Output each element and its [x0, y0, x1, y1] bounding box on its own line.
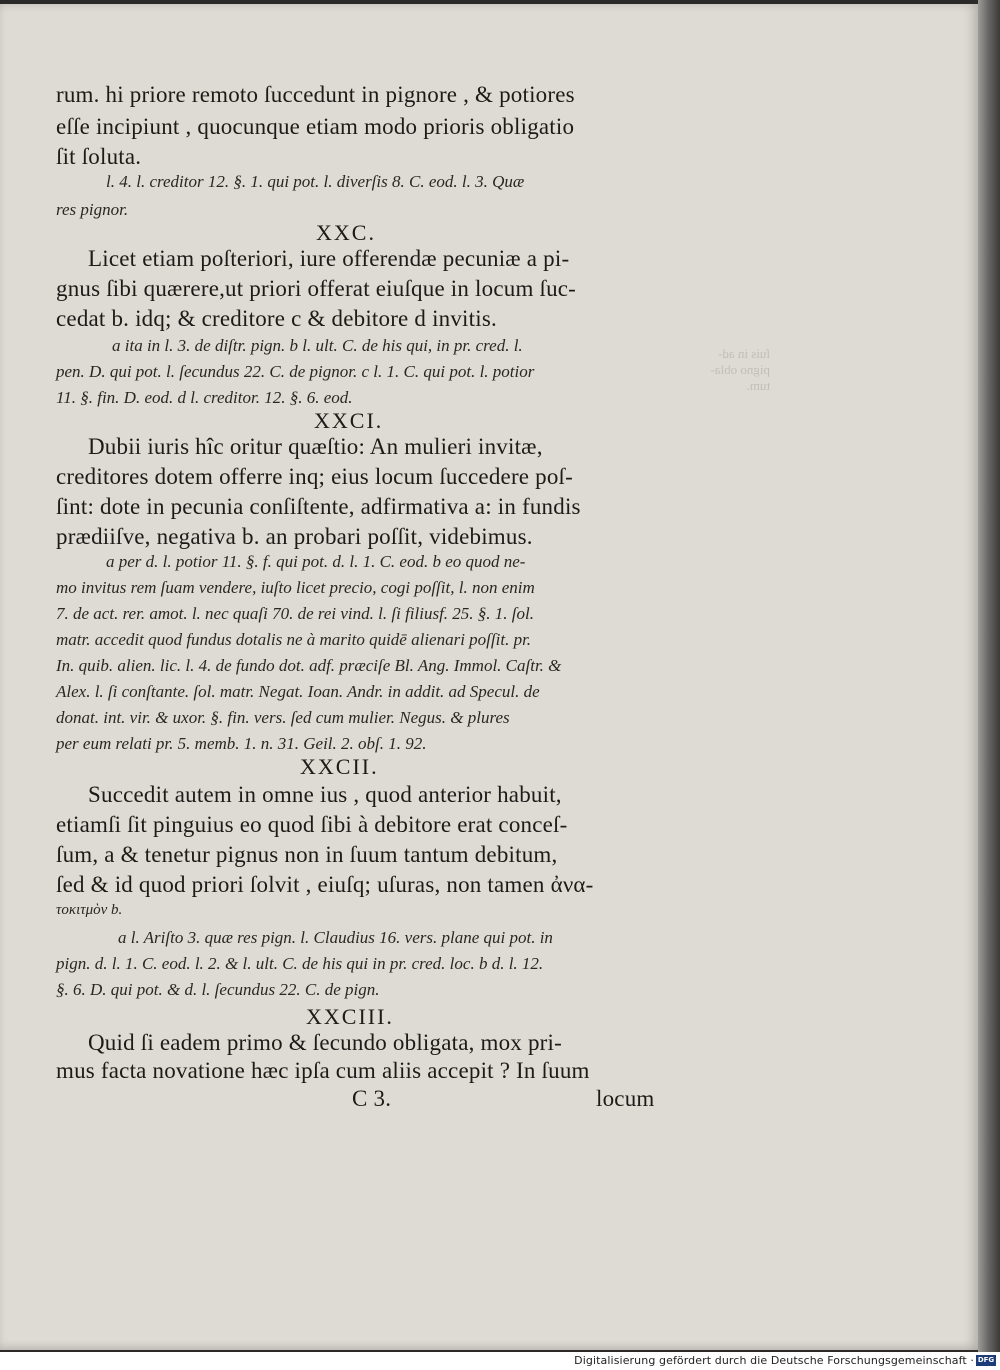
- text-line: ſum, a & tenetur pignus non in ſuum tantum debitum,: [56, 842, 558, 867]
- footnote-line: per eum relati pr. 5. memb. 1. n. 31. Geil. 2. obſ. 1. 92.: [56, 734, 427, 753]
- text-line: ſed & id quod priori ſolvit , eiuſq; uſuras, non tamen ἀνα-: [56, 872, 594, 897]
- footnote-line: mo invitus rem ſuam vendere, iuſto licet precio, cogi poſſit, l. non enim: [56, 578, 535, 597]
- signature-mark: C 3.: [352, 1086, 392, 1111]
- footnote-line: donat. int. vir. & uxor. §. fin. vers. ſed cum mulier. Negus. & plures: [56, 708, 510, 727]
- text-line: ſit ſoluta.: [56, 144, 142, 169]
- footnote-line: l. 4. l. creditor 12. §. 1. qui pot. l. diverſis 8. C. eod. l. 3. Quæ: [106, 172, 525, 191]
- greek-continuation: τοκιτμὸν b.: [56, 902, 123, 918]
- dfg-logo: DFG: [977, 1356, 995, 1364]
- section-heading: XXCII.: [300, 754, 379, 779]
- footnote-line: Alex. l. ſi conſtante. ſol. matr. Negat. Ioan. Andr. in addit. ad Specul. de: [56, 682, 540, 701]
- footnote-line: res pignor.: [56, 200, 129, 219]
- footnote-line: pign. d. l. 1. C. eod. l. 2. & l. ult. C. de his qui in pr. cred. loc. b d. l. 12.: [56, 954, 544, 973]
- catchword: locum: [596, 1086, 655, 1111]
- footnote-line: a ita in l. 3. de diſtr. pign. b l. ult. C. de his qui, in pr. cred. l.: [112, 336, 523, 355]
- text-line: Succedit autem in omne ius , quod anterior habuit,: [88, 782, 562, 807]
- footnote-line: a per d. l. potior 11. §. f. qui pot. d. l. 1. C. eod. b eo quod ne-: [106, 552, 526, 571]
- footnote-line: §. 6. D. qui pot. & d. l. ſecundus 22. C. de pign.: [56, 980, 380, 999]
- text-line: Licet etiam poſteriori, iure offerendæ pecuniæ a pi-: [88, 246, 570, 271]
- text-line: prædiiſve, negativa b. an probari poſſit, videbimus.: [56, 524, 533, 549]
- text-line: rum. hi priore remoto ſuccedunt in pignore , & potiores: [56, 82, 575, 107]
- bleed-through-margin-note: ſuis in ad- pigno obla- tum.: [710, 346, 770, 393]
- text-line: creditores dotem offerre inq; eius locum ſuccedere poſ-: [56, 464, 574, 489]
- text-line: eſſe incipiunt , quocunque etiam modo prioris obligatio: [56, 114, 575, 139]
- page-edge: [978, 0, 1000, 1352]
- text-line: cedat b. idq; & creditore c & debitore d invitis.: [56, 306, 497, 331]
- text-line: mus facta novatione hæc ipſa cum aliis accepit ? In ſuum: [56, 1058, 590, 1083]
- footnote-line: In. quib. alien. lic. l. 4. de fundo dot. adf. præciſe Bl. Ang. Immol. Caſtr. &: [56, 656, 562, 675]
- section-heading: XXCIII.: [306, 1004, 394, 1029]
- text-line: gnus ſibi quærere,ut priori offerat eiuſque in locum ſuc-: [56, 276, 577, 301]
- footnote-line: pen. D. qui pot. l. ſecundus 22. C. de pignor. c l. 1. C. qui pot. l. potior: [56, 362, 535, 381]
- footnote-line: 11. §. fin. D. eod. d l. creditor. 12. §. 6. eod.: [56, 388, 353, 407]
- text-line: Dubii iuris hîc oritur quæſtio: An mulieri invitæ,: [88, 434, 543, 459]
- book-page: [0, 4, 978, 1350]
- footnote-line: a l. Ariſto 3. quæ res pign. l. Claudius 16. vers. plane qui pot. in: [118, 928, 553, 947]
- section-heading: XXCI.: [314, 408, 384, 433]
- text-line: ſint: dote in pecunia conſiſtente, adfirmativa a: in fundis: [56, 494, 581, 519]
- footnote-line: matr. accedit quod fundus dotalis ne à marito quidē alienari poſſit. pr.: [56, 630, 532, 649]
- text-line: Quid ſi eadem primo & ſecundo obligata, mox pri-: [88, 1030, 562, 1055]
- funding-credit: Digitalisierung gefördert durch die Deutsche Forschungsgemeinschaft ·: [574, 1354, 974, 1367]
- section-heading: XXC.: [316, 220, 376, 245]
- text-line: etiamſi ſit pinguius eo quod ſibi à debitore erat conceſ-: [56, 812, 568, 837]
- footnote-line: 7. de act. rer. amot. l. nec quaſi 70. de rei vind. l. ſi filiusf. 25. §. 1. ſol.: [56, 604, 535, 623]
